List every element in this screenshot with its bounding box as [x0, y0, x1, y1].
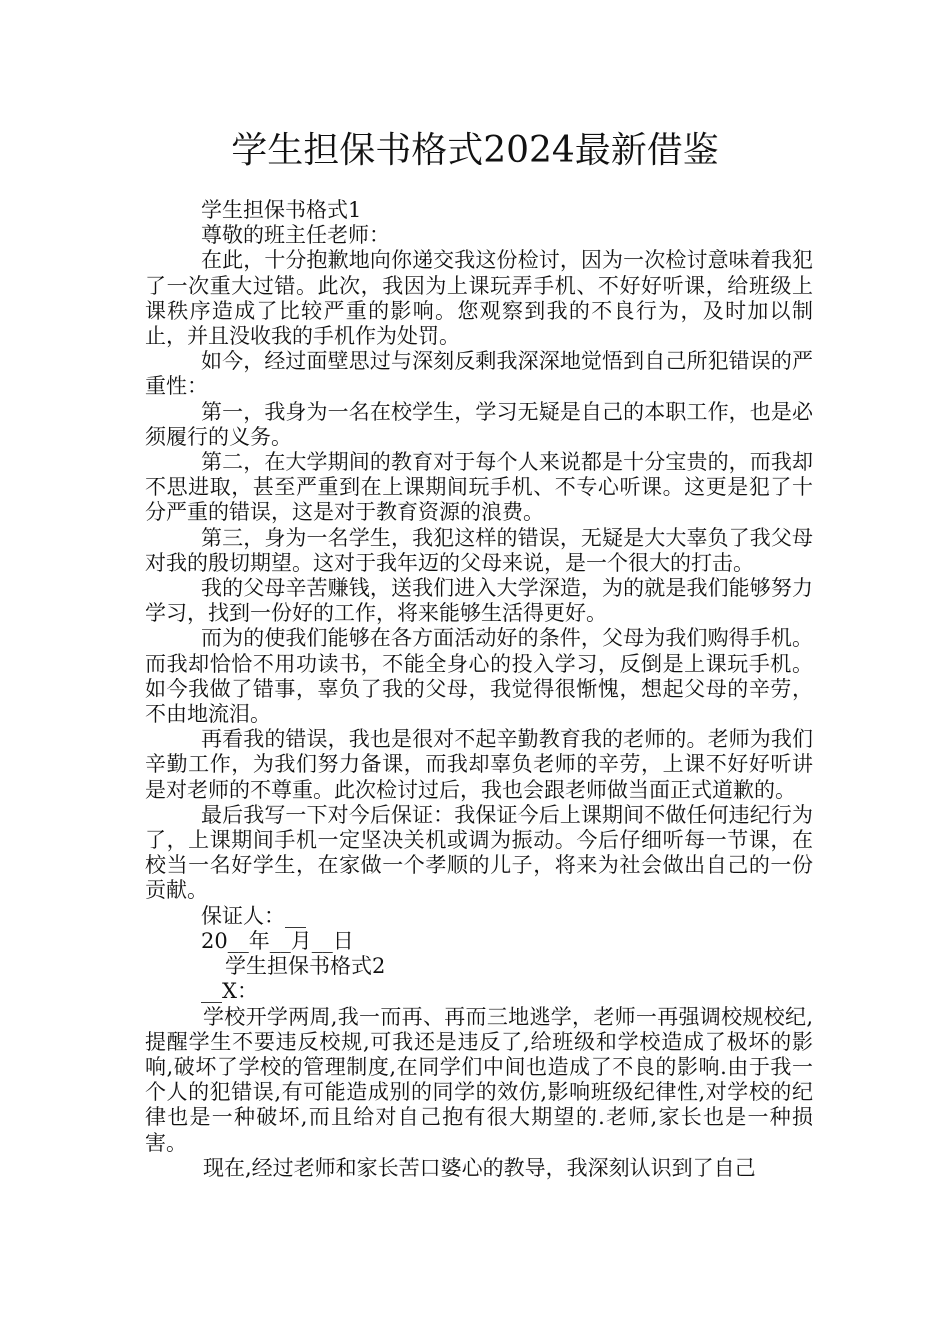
- salutation-2: __X：: [201, 979, 258, 1004]
- paragraph: 我的父母辛苦赚钱，送我们进入大学深造，为的就是我们能够努力学习，找到一份好的工作，将来能够生活得更好。: [145, 576, 813, 626]
- paragraph: 再看我的错误，我也是很对不起辛勤教育我的老师的。老师为我们辛勤工作，为我们努力备课，而我却辜负老师的辛劳，上课不好好听讲是对老师的不尊重。此次检讨过后，我也会跟老师做当面正式道歉的。: [145, 727, 813, 802]
- paragraph: 现在,经过老师和家长苦口婆心的教导，我深刻认识到了自己: [203, 1155, 756, 1180]
- paragraph: 学校开学两周,我一而再、再而三地逃学，老师一再强调校规校纪,提醒学生不要违反校规,可我还是违反了,给班级和学校造成了极坏的影响,破坏了学校的管理制度,在同学们中间也造成了不良的影响.由于我一个人的犯错误,有可能造成别的同学的效仿,影响班级纪律性,对学校的纪律也是一种破坏,而且给对自己抱有很大期望的.老师,家长也是一种损害。: [145, 1004, 813, 1155]
- document-body: [145, 198, 813, 1181]
- salutation: 尊敬的班主任老师：: [201, 223, 390, 248]
- guarantor-line: 保证人：__: [201, 903, 306, 928]
- paragraph: 在此，十分抱歉地向你递交我这份检讨，因为一次检讨意味着我犯了一次重大过错。此次，我因为上课玩弄手机、不好好听课，给班级上课秩序造成了比较严重的影响。您观察到我的不良行为，及时加以制止，并且没收我的手机作为处罚。: [145, 248, 813, 349]
- paragraph: 而为的使我们能够在各方面活动好的条件，父母为我们购得手机。而我却恰恰不用功读书，不能全身心的投入学习，反倒是上课玩手机。如今我做了错事，辜负了我的父母，我觉得很惭愧，想起父母的辛劳，不由地流泪。: [145, 626, 813, 727]
- date-line: 20__年__月__日: [201, 928, 354, 953]
- paragraph: 如今，经过面壁思过与深刻反剩我深深地觉悟到自己所犯错误的严重性：: [145, 349, 813, 399]
- paragraph: 第三，身为一名学生，我犯这样的错误，无疑是大大辜负了我父母对我的殷切期望。这对于我年迈的父母来说，是一个很大的打击。: [145, 525, 813, 575]
- paragraph: 第一，我身为一名在校学生，学习无疑是自己的本职工作，也是必须履行的义务。: [145, 399, 813, 449]
- paragraph: 最后我写一下对今后保证：我保证今后上课期间不做任何违纪行为了，上课期间手机一定坚决关机或调为振动。今后仔细听每一节课，在校当一名好学生，在家做一个孝顺的儿子，将来为社会做出自己的一份贡献。: [145, 802, 813, 903]
- section-heading-2: 学生担保书格式2: [225, 954, 386, 979]
- document-title: 学生担保书格式2024最新借鉴: [231, 130, 719, 171]
- section-heading-1: 学生担保书格式1: [201, 198, 362, 222]
- paragraph: 第二，在大学期间的教育对于每个人来说都是十分宝贵的，而我却不思进取，甚至严重到在上课期间玩手机、不专心听课。这更是犯了十分严重的错误，这是对于教育资源的浪费。: [145, 450, 813, 525]
